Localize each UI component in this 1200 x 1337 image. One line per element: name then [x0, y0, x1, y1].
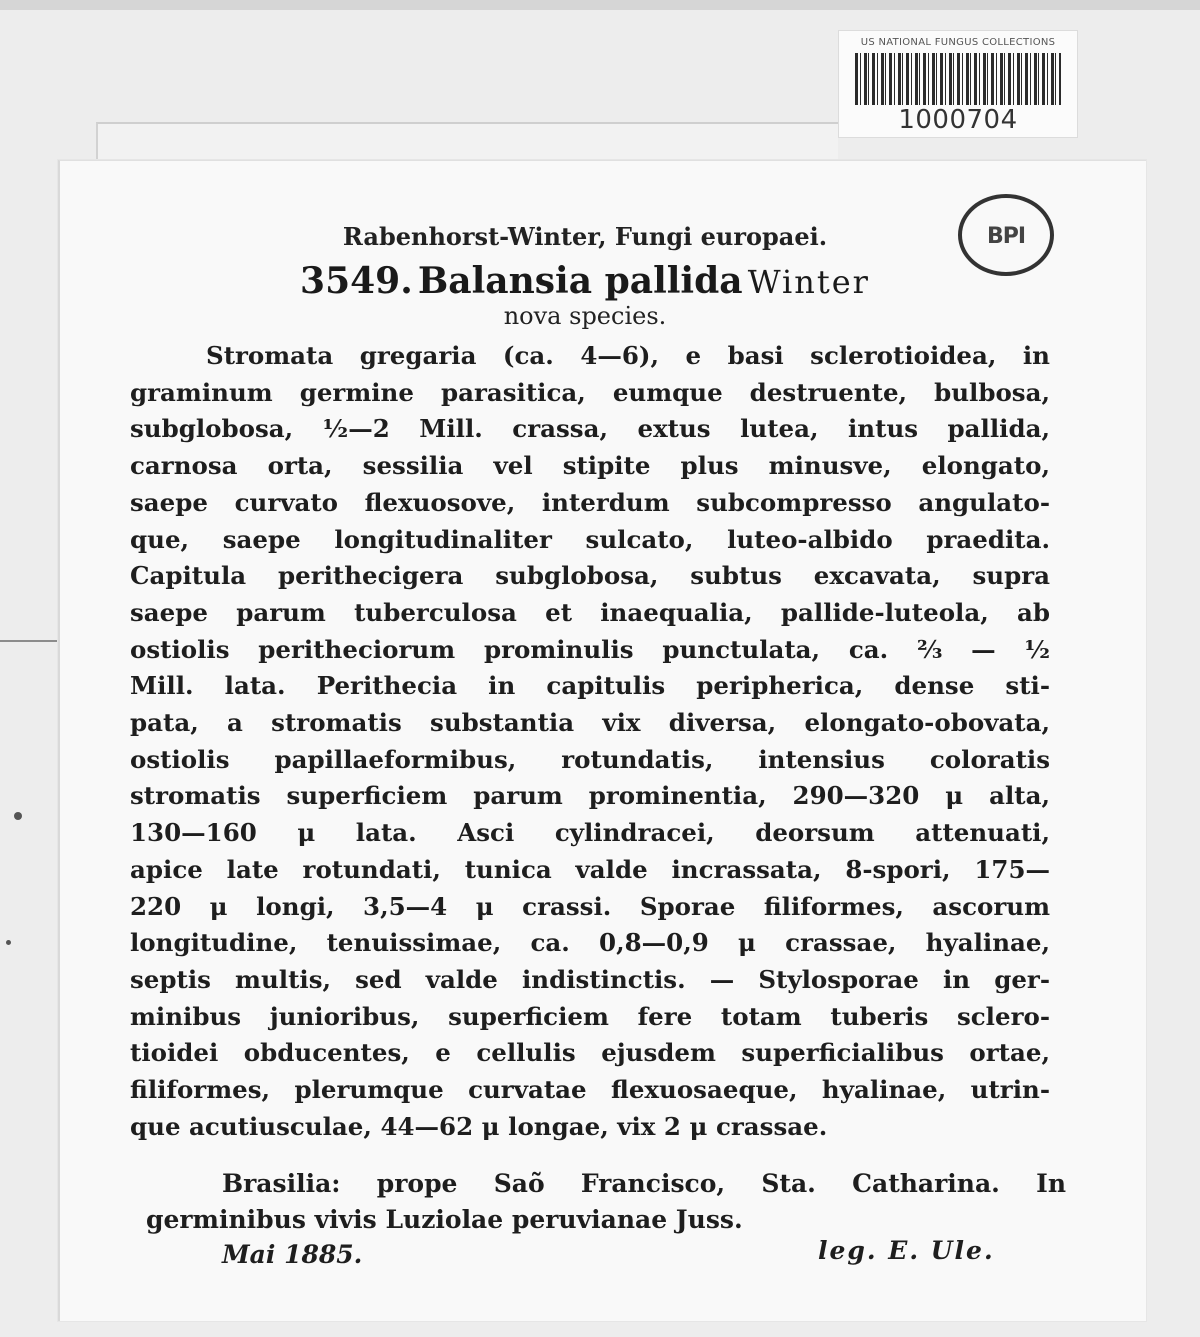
locality-line: Brasilia: prope Saõ Francisco, Sta. Catharina. In: [222, 1169, 1066, 1198]
edge-mark: [0, 640, 58, 642]
species-name: Balansia pallida: [417, 260, 743, 302]
description-line: minibus junioribus, superficiem fere totam tuberis sclero-: [130, 1001, 1050, 1031]
barcode-caption: US NATIONAL FUNGUS COLLECTIONS: [860, 37, 1056, 48]
species-author: Winter: [747, 263, 870, 301]
series-title: Rabenhorst-Winter, Fungi europaei.: [342, 222, 828, 251]
speck-mark: [6, 940, 11, 945]
barcode-number: 1000704: [898, 105, 1018, 135]
description-line: apice late rotundati, tunica valde incrassata, 8-spori, 175—: [130, 854, 1050, 884]
description-line: graminum germine parasitica, eumque destruente, bulbosa,: [130, 377, 1050, 407]
description: [130, 338, 1050, 1145]
description-line: Capitula perithecigera subglobosa, subtus excavata, supra: [130, 561, 1050, 591]
description-line: stromatis superficiem parum prominentia, 290—320 μ alta,: [130, 781, 1050, 811]
description-line: subglobosa, ½—2 Mill. crassa, extus lutea, intus pallida,: [130, 414, 1050, 444]
description-line: filiformes, plerumque curvatae flexuosaeque, hyalinae, utrin-: [130, 1075, 1050, 1105]
description-line: ostiolis papillaeformibus, rotundatis, intensius coloratis: [130, 744, 1050, 774]
stamp-text: BPI: [986, 224, 1026, 249]
description-line: pata, a stromatis substantia vix diversa, elongato-obovata,: [130, 708, 1050, 738]
description-line: saepe curvato flexuosove, interdum subcompresso angulato-: [130, 487, 1050, 517]
description-line: Mill. lata. Perithecia in capitulis peripherica, dense sti-: [130, 671, 1050, 701]
description-line: ostiolis peritheciorum prominulis punctulata, ca. ⅔ — ½: [130, 634, 1050, 664]
exsiccata-number: 3549.: [300, 260, 413, 302]
description-line: que, saepe longitudinaliter sulcato, luteo-albido praedita.: [130, 524, 1050, 554]
locality-line: germinibus vivis Luziolae peruvianae Juss.: [146, 1205, 743, 1234]
collector: leg. E. Ule.: [818, 1236, 995, 1265]
barcode-icon: [855, 53, 1061, 105]
description-line: 130—160 μ lata. Asci cylindracei, deorsum attenuati,: [130, 818, 1050, 848]
species-heading: [0, 260, 1170, 302]
barcode-label: [838, 30, 1078, 138]
description-line: 220 μ longi, 3,5—4 μ crassi. Sporae filiformes, ascorum: [130, 891, 1050, 921]
description-line: carnosa orta, sessilia vel stipite plus minusve, elongato,: [130, 451, 1050, 481]
description-line: saepe parum tuberculosa et inaequalia, pallide-luteola, ab: [130, 597, 1050, 627]
locality: [146, 1166, 1066, 1238]
collection-date: Mai 1885.: [222, 1240, 363, 1269]
description-line: septis multis, sed valde indistinctis. — Stylosporae in ger-: [130, 964, 1050, 994]
description-line: tioidei obducentes, e cellulis ejusdem superficialibus ortae,: [130, 1038, 1050, 1068]
description-line: longitudine, tenuissimae, ca. 0,8—0,9 μ crassae, hyalinae,: [130, 928, 1050, 958]
sheet-top-edge: [0, 0, 1200, 10]
species-status: nova species.: [503, 302, 667, 330]
speck-mark: [14, 812, 22, 820]
description-line: Stromata gregaria (ca. 4—6), e basi sclerotioidea, in: [206, 341, 1050, 370]
description-line: que acutiusculae, 44—62 μ longae, vix 2 μ crassae.: [130, 1111, 828, 1141]
